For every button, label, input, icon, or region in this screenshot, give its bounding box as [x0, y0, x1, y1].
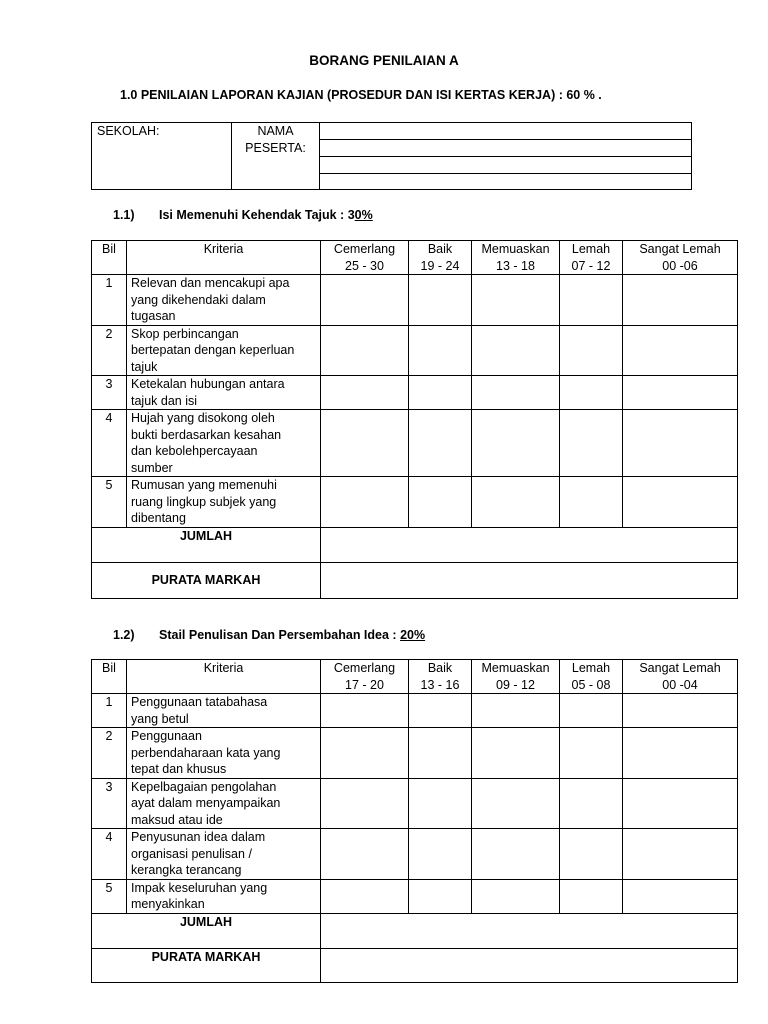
score-cell-memuaskan[interactable] [472, 728, 560, 779]
header-baik: Baik 19 - 24 [409, 241, 472, 275]
row-bil: 5 [92, 477, 127, 528]
score-cell-cemerlang[interactable] [321, 829, 409, 880]
score-cell-cemerlang[interactable] [321, 778, 409, 829]
section-percentage: 0% [354, 208, 373, 222]
row-kriteria: Hujah yang disokong oleh bukti berdasarkan kesahan dan kebolehpercayaan sumber [127, 410, 321, 477]
score-cell-sangat-lemah[interactable] [623, 275, 738, 326]
score-cell-sangat-lemah[interactable] [623, 410, 738, 477]
jumlah-label: JUMLAH [92, 527, 321, 562]
score-cell-sangat-lemah[interactable] [623, 694, 738, 728]
purata-row [92, 948, 738, 982]
score-cell-lemah[interactable] [560, 325, 623, 376]
purata-markah-label: PURATA MARKAH [92, 562, 321, 598]
row-kriteria: Skop perbincangan bertepatan dengan keperluan tajuk [127, 325, 321, 376]
score-cell-sangat-lemah[interactable] [623, 477, 738, 528]
score-cell-baik[interactable] [409, 728, 472, 779]
row-bil: 2 [92, 728, 127, 779]
score-cell-lemah[interactable] [560, 477, 623, 528]
row-kriteria: Ketekalan hubungan antara tajuk dan isi [127, 376, 321, 410]
section-1-2-heading [113, 628, 425, 642]
score-cell-memuaskan[interactable] [472, 829, 560, 880]
score-cell-baik[interactable] [409, 325, 472, 376]
score-cell-lemah[interactable] [560, 694, 623, 728]
score-cell-cemerlang[interactable] [321, 728, 409, 779]
row-kriteria: Rumusan yang memenuhi ruang lingkup subjek yang dibentang [127, 477, 321, 528]
header-memuaskan: Memuaskan 13 - 18 [472, 241, 560, 275]
section-title: Isi Memenuhi Kehendak Tajuk : 3 [159, 208, 355, 222]
score-cell-cemerlang[interactable] [321, 477, 409, 528]
score-cell-cemerlang[interactable] [321, 275, 409, 326]
purata-markah-label: PURATA MARKAH [92, 948, 321, 982]
row-kriteria: Penggunaan tatabahasa yang betul [127, 694, 321, 728]
jumlah-value-field[interactable] [321, 527, 738, 562]
jumlah-value-field[interactable] [321, 913, 738, 948]
section-1-0-heading: 1.0 PENILAIAN LAPORAN KAJIAN (PROSEDUR DAN ISI KERTAS KERJA) : 60 % . [120, 88, 602, 102]
table-row [92, 477, 738, 528]
row-bil: 3 [92, 778, 127, 829]
score-cell-lemah[interactable] [560, 778, 623, 829]
jumlah-row [92, 527, 738, 562]
table-row [92, 410, 738, 477]
participant-name-field-3[interactable] [320, 157, 692, 174]
score-cell-memuaskan[interactable] [472, 325, 560, 376]
sekolah-label: SEKOLAH: [97, 124, 160, 138]
purata-value-field[interactable] [321, 948, 738, 982]
participant-name-field-2[interactable] [320, 140, 692, 157]
sekolah-label-cell[interactable] [92, 123, 232, 190]
header-kriteria: Kriteria [127, 660, 321, 694]
score-cell-memuaskan[interactable] [472, 376, 560, 410]
score-cell-memuaskan[interactable] [472, 410, 560, 477]
score-cell-lemah[interactable] [560, 879, 623, 913]
table-row [92, 275, 738, 326]
score-cell-cemerlang[interactable] [321, 879, 409, 913]
participant-info-table [91, 122, 692, 190]
score-cell-memuaskan[interactable] [472, 879, 560, 913]
participant-name-field-1[interactable] [320, 123, 692, 140]
score-cell-baik[interactable] [409, 477, 472, 528]
table-header-row [92, 660, 738, 694]
row-bil: 4 [92, 829, 127, 880]
jumlah-label: JUMLAH [92, 913, 321, 948]
row-kriteria: Impak keseluruhan yang menyakinkan [127, 879, 321, 913]
score-cell-sangat-lemah[interactable] [623, 778, 738, 829]
table-row [92, 694, 738, 728]
header-baik: Baik 13 - 16 [409, 660, 472, 694]
row-kriteria: Relevan dan mencakupi apa yang dikehendaki dalam tugasan [127, 275, 321, 326]
score-cell-baik[interactable] [409, 376, 472, 410]
score-cell-sangat-lemah[interactable] [623, 829, 738, 880]
row-bil: 2 [92, 325, 127, 376]
score-cell-baik[interactable] [409, 879, 472, 913]
purata-row [92, 562, 738, 598]
score-cell-baik[interactable] [409, 778, 472, 829]
score-cell-cemerlang[interactable] [321, 376, 409, 410]
score-cell-lemah[interactable] [560, 275, 623, 326]
section-percentage: 20% [400, 628, 426, 642]
score-cell-baik[interactable] [409, 275, 472, 326]
score-cell-cemerlang[interactable] [321, 694, 409, 728]
header-bil: Bil [92, 660, 127, 694]
score-cell-lemah[interactable] [560, 376, 623, 410]
score-cell-sangat-lemah[interactable] [623, 325, 738, 376]
row-bil: 1 [92, 694, 127, 728]
header-bil: Bil [92, 241, 127, 275]
score-cell-lemah[interactable] [560, 728, 623, 779]
score-cell-memuaskan[interactable] [472, 275, 560, 326]
section-title: Stail Penulisan Dan Persembahan Idea : [159, 628, 401, 642]
score-cell-sangat-lemah[interactable] [623, 376, 738, 410]
row-kriteria: Penyusunan idea dalam organisasi penulisan / kerangka terancang [127, 829, 321, 880]
section-1-1-heading [113, 208, 373, 222]
jumlah-row [92, 913, 738, 948]
row-kriteria: Kepelbagaian pengolahan ayat dalam menyampaikan maksud atau ide [127, 778, 321, 829]
criteria-table-1-2 [91, 659, 738, 983]
table-row [92, 728, 738, 779]
table-row [92, 879, 738, 913]
participant-name-field-4[interactable] [320, 174, 692, 190]
row-bil: 3 [92, 376, 127, 410]
header-memuaskan: Memuaskan 09 - 12 [472, 660, 560, 694]
peserta-label: PESERTA: [245, 140, 306, 155]
table-row [92, 376, 738, 410]
criteria-table-1-1 [91, 240, 738, 599]
section-number: 1.1) [113, 208, 135, 222]
score-cell-baik[interactable] [409, 410, 472, 477]
header-cemerlang: Cemerlang 25 - 30 [321, 241, 409, 275]
score-cell-memuaskan[interactable] [472, 694, 560, 728]
table-row [92, 778, 738, 829]
row-kriteria: Penggunaan perbendaharaan kata yang tepat dan khusus [127, 728, 321, 779]
header-lemah: Lemah 07 - 12 [560, 241, 623, 275]
score-cell-baik[interactable] [409, 829, 472, 880]
score-cell-memuaskan[interactable] [472, 477, 560, 528]
row-bil: 1 [92, 275, 127, 326]
purata-value-field[interactable] [321, 562, 738, 598]
page-title: BORANG PENILAIAN A [309, 53, 459, 68]
table-header-row [92, 241, 738, 275]
table-row [92, 325, 738, 376]
table-row [92, 829, 738, 880]
nama-label: NAMA [257, 124, 294, 138]
score-cell-sangat-lemah[interactable] [623, 879, 738, 913]
score-cell-lemah[interactable] [560, 410, 623, 477]
section-number: 1.2) [113, 628, 135, 642]
row-bil: 5 [92, 879, 127, 913]
score-cell-cemerlang[interactable] [321, 410, 409, 477]
score-cell-lemah[interactable] [560, 829, 623, 880]
header-cemerlang: Cemerlang 17 - 20 [321, 660, 409, 694]
score-cell-cemerlang[interactable] [321, 325, 409, 376]
score-cell-sangat-lemah[interactable] [623, 728, 738, 779]
header-sangat-lemah: Sangat Lemah 00 -04 [623, 660, 738, 694]
header-sangat-lemah: Sangat Lemah 00 -06 [623, 241, 738, 275]
row-bil: 4 [92, 410, 127, 477]
nama-peserta-label-cell [232, 123, 320, 190]
header-lemah: Lemah 05 - 08 [560, 660, 623, 694]
score-cell-baik[interactable] [409, 694, 472, 728]
score-cell-memuaskan[interactable] [472, 778, 560, 829]
header-kriteria: Kriteria [127, 241, 321, 275]
